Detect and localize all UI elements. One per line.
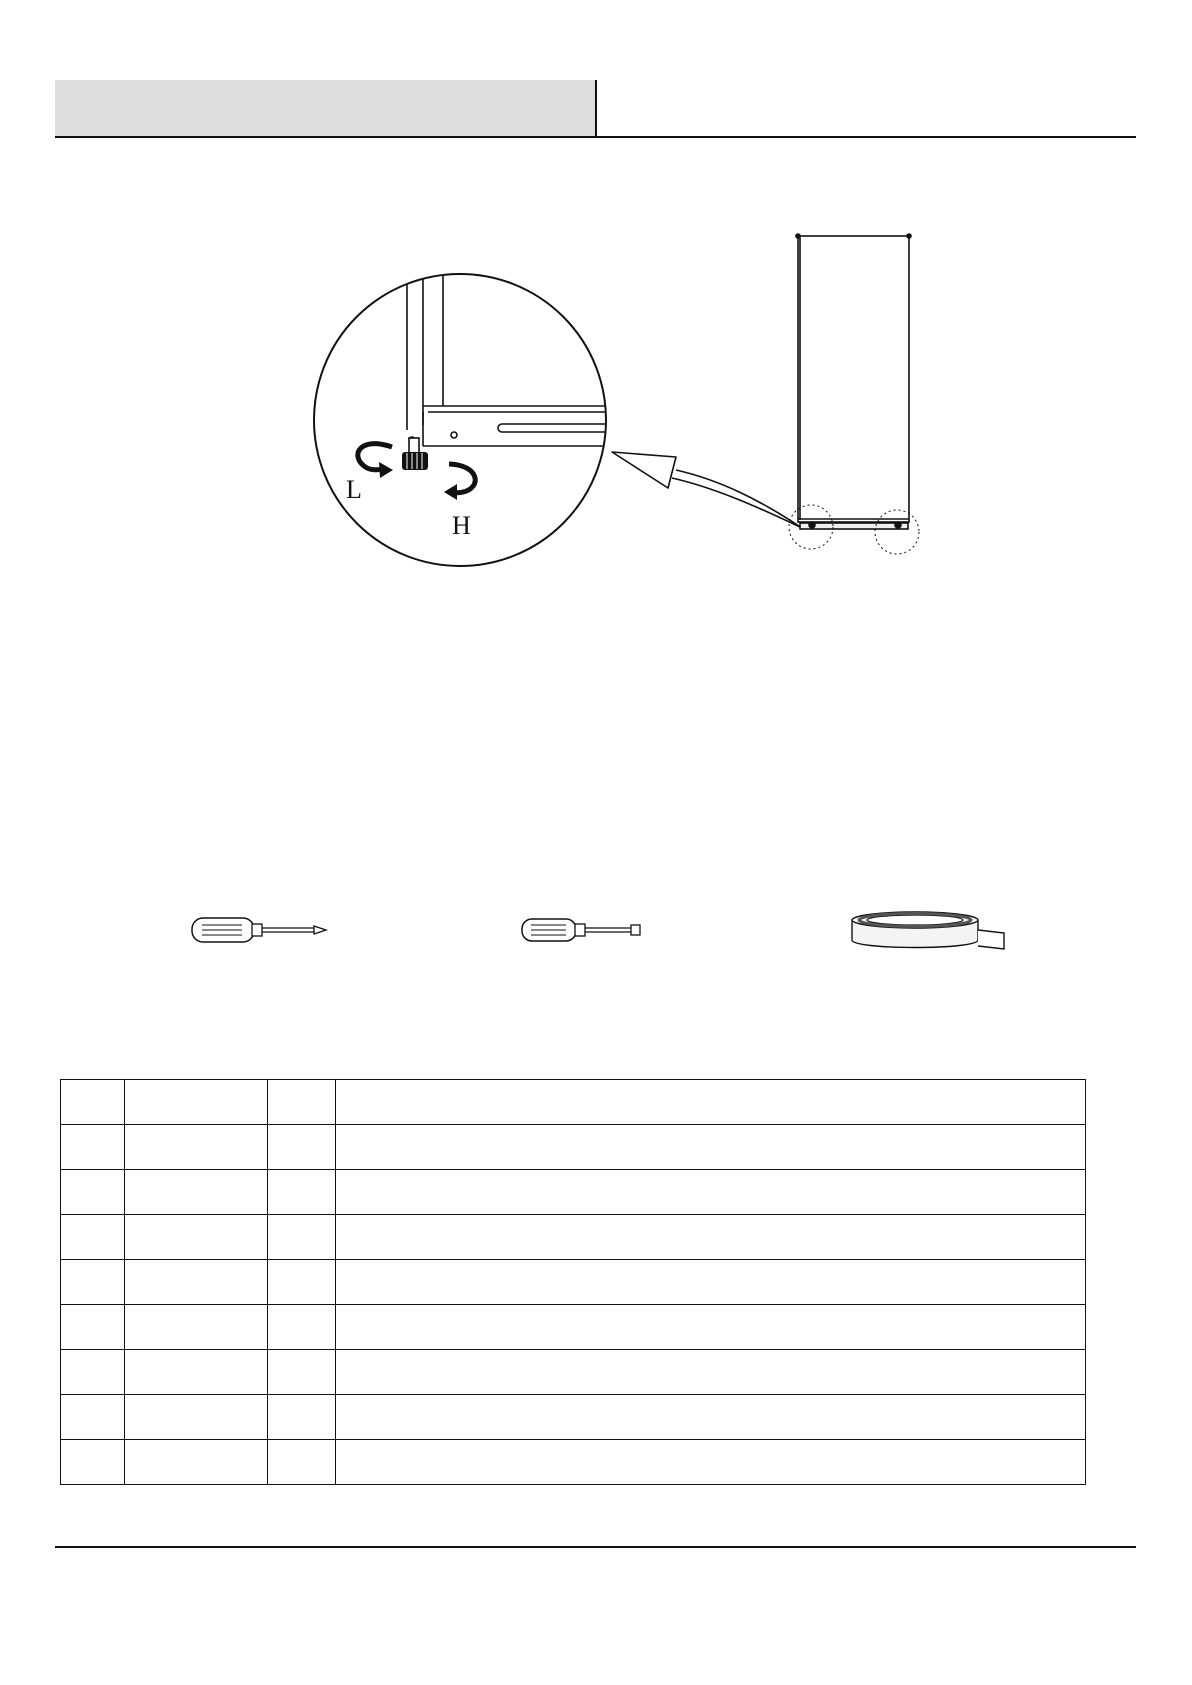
high-label: H [452, 511, 471, 540]
table-cell [61, 1395, 125, 1440]
table-cell [268, 1125, 336, 1170]
flathead-screwdriver-icon [520, 914, 644, 946]
table-cell [268, 1350, 336, 1395]
table-row [61, 1170, 1086, 1215]
table-row [61, 1080, 1086, 1125]
footer-rule [55, 1546, 1136, 1548]
table-row [61, 1125, 1086, 1170]
table-cell [125, 1260, 268, 1305]
table-cell [336, 1305, 1086, 1350]
callout-arrow-icon [612, 452, 802, 528]
table-row [61, 1350, 1086, 1395]
table-cell [268, 1215, 336, 1260]
table-cell [125, 1350, 268, 1395]
table-cell [125, 1395, 268, 1440]
low-label: L [346, 475, 362, 504]
table-cell [336, 1170, 1086, 1215]
table-cell [125, 1440, 268, 1485]
table-cell [61, 1080, 125, 1125]
leveling-foot-icon [402, 452, 428, 470]
table-cell [61, 1350, 125, 1395]
table-cell [125, 1170, 268, 1215]
table-cell [268, 1305, 336, 1350]
table-cell [336, 1395, 1086, 1440]
appliance-front-view [789, 234, 919, 554]
table-row [61, 1260, 1086, 1305]
table-cell [268, 1080, 336, 1125]
table-row [61, 1305, 1086, 1350]
table-cell [268, 1170, 336, 1215]
table-row [61, 1440, 1086, 1485]
table-cell [125, 1215, 268, 1260]
table-cell [336, 1125, 1086, 1170]
table-cell [268, 1440, 336, 1485]
table-row [61, 1215, 1086, 1260]
table-cell [336, 1215, 1086, 1260]
table-cell [61, 1125, 125, 1170]
table-row [61, 1395, 1086, 1440]
table-cell [336, 1260, 1086, 1305]
table-cell [61, 1260, 125, 1305]
parts-table [60, 1079, 1086, 1485]
leveling-foot-detail [314, 260, 620, 566]
table-cell [125, 1080, 268, 1125]
table-cell [61, 1305, 125, 1350]
table-cell [61, 1215, 125, 1260]
table-cell [336, 1440, 1086, 1485]
table-cell [61, 1440, 125, 1485]
table-cell [336, 1350, 1086, 1395]
table-cell [268, 1395, 336, 1440]
table-cell [336, 1080, 1086, 1125]
table-cell [125, 1125, 268, 1170]
leveling-diagram [0, 0, 1192, 620]
tape-roll-icon [848, 910, 1008, 956]
phillips-screwdriver-icon [190, 914, 330, 946]
table-cell [125, 1305, 268, 1350]
table-cell [61, 1170, 125, 1215]
table-cell [268, 1260, 336, 1305]
